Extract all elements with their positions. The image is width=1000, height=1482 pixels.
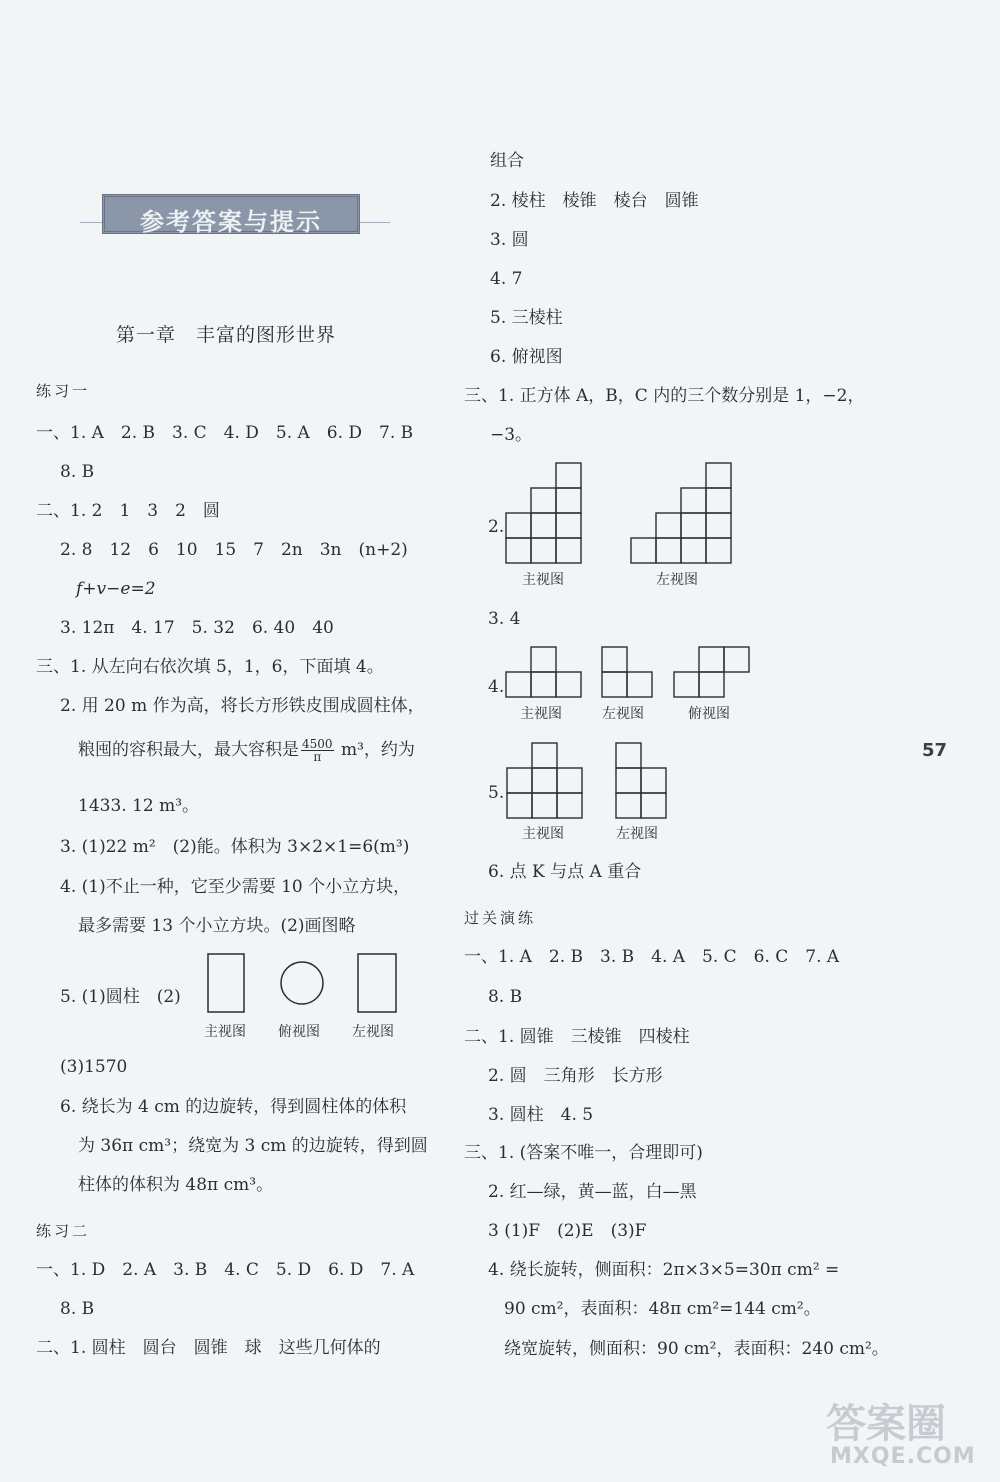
label-left-view: 左视图	[656, 572, 698, 588]
answer-line: f+v−e=2	[76, 579, 156, 599]
label-top-view: 俯视图	[278, 1024, 320, 1040]
answer-line: 2. 用 20 m 作为高，将长方形铁皮围成圆柱体，	[60, 696, 425, 716]
label-side-view: 左视图	[352, 1024, 394, 1040]
answer-line: 6. 点 K 与点 A 重合	[488, 862, 642, 882]
left-view-staircase	[631, 463, 731, 563]
answer-line: 2.	[488, 517, 505, 537]
side-view-rect	[358, 954, 396, 1012]
answer-line: 8. B	[488, 987, 523, 1007]
label-front-view: 主视图	[520, 706, 562, 722]
answer-line: 5.	[488, 783, 505, 803]
label-left-view: 左视图	[602, 706, 644, 722]
left-view-shape	[616, 743, 666, 818]
answer-line: 3. (1)22 m² (2)能。体积为 3×2×1=6(m³)	[60, 837, 410, 857]
front-view-rect	[208, 954, 244, 1012]
label-front-view: 主视图	[204, 1024, 246, 1040]
answer-text: m³，约为	[335, 740, 415, 760]
page-number: 57	[922, 740, 948, 761]
answer-line: 二、1. 2 1 3 2 圆	[36, 501, 220, 521]
answer-line: 一、1. A 2. B 3. B 4. A 5. C 6. C 7. A	[464, 947, 840, 967]
answer-line: 一、1. D 2. A 3. B 4. C 5. D 6. D 7. A	[36, 1260, 415, 1280]
answer-line: 3. 12π 4. 17 5. 32 6. 40 40	[60, 618, 334, 638]
answer-line: 1433. 12 m³。	[78, 796, 200, 816]
watermark-url: MXQE.COM	[830, 1444, 976, 1469]
fig-2-views	[506, 462, 766, 592]
front-view-staircase	[506, 463, 581, 563]
section-heading-review: 过关演练	[464, 909, 537, 927]
chapter-title: 第一章 丰富的图形世界	[116, 324, 337, 346]
answer-line: (3)1570	[60, 1057, 128, 1077]
label-top-view: 俯视图	[688, 706, 730, 722]
front-view-shape	[506, 647, 581, 697]
answer-line: 绕宽旋转，侧面积：90 cm²，表面积：240 cm²。	[504, 1339, 889, 1359]
answer-line: 2. 圆 三角形 长方形	[488, 1066, 663, 1086]
watermark-text: 答案圈	[826, 1401, 946, 1447]
answer-line: 8. B	[60, 1299, 95, 1319]
fig-4-views	[506, 646, 766, 726]
fraction-denominator: π	[313, 750, 322, 764]
answer-line: 6. 俯视图	[490, 347, 563, 367]
fraction-numerator: 4500	[302, 737, 333, 751]
section-heading-practice-1: 练习一	[36, 382, 91, 400]
answer-line: 3. 4	[488, 609, 521, 629]
section-heading-practice-2: 练习二	[36, 1222, 91, 1240]
answer-line: 二、1. 圆柱 圆台 圆锥 球 这些几何体的	[36, 1338, 381, 1358]
top-view-circle	[281, 962, 323, 1004]
left-view-shape	[602, 647, 652, 697]
banner-title: 参考答案与提示	[140, 208, 322, 236]
cylinder-three-views	[196, 944, 416, 1044]
answer-line: 二、1. 圆锥 三棱锥 四棱柱	[464, 1027, 690, 1047]
answer-banner	[102, 194, 360, 234]
answer-line: 3. 圆	[490, 230, 529, 250]
watermark-logo	[826, 1392, 996, 1476]
front-view-shape	[507, 743, 582, 818]
answer-line: 3. 圆柱 4. 5	[488, 1105, 594, 1125]
answer-line: 8. B	[60, 462, 95, 482]
answer-line: 柱体的体积为 48π cm³。	[78, 1175, 274, 1195]
answer-line: 为 36π cm³；绕宽为 3 cm 的边旋转，得到圆	[78, 1136, 428, 1156]
answer-line: 4. 绕长旋转，侧面积：2π×3×5=30π cm² =	[488, 1260, 840, 1280]
fraction	[301, 738, 334, 763]
answer-line: 5. 三棱柱	[490, 308, 563, 328]
fig-5-views	[506, 742, 706, 846]
answer-line-fraction	[78, 738, 415, 763]
answer-line: 三、1. 正方体 A，B，C 内的三个数分别是 1，−2，	[464, 386, 865, 406]
answer-line: 三、1. 从左向右依次填 5，1，6，下面填 4。	[36, 657, 384, 677]
answer-line: −3。	[490, 425, 533, 445]
answer-line: 组合	[490, 151, 524, 171]
answer-line: 2. 棱柱 棱锥 棱台 圆锥	[490, 191, 699, 211]
answer-line: 5. (1)圆柱 (2)	[60, 987, 181, 1007]
answer-line: 3 (1)F (2)E (3)F	[488, 1221, 647, 1241]
answer-text: 粮囤的容积最大，最大容积是	[78, 740, 299, 760]
answer-line: 2. 8 12 6 10 15 7 2n 3n (n+2)	[60, 540, 408, 560]
answer-line: 4.	[488, 677, 505, 697]
answer-line: 三、1. (答案不唯一，合理即可)	[464, 1143, 703, 1163]
answer-line: 4. (1)不止一种，它至少需要 10 个小立方块，	[60, 877, 411, 897]
answer-line: 2. 红—绿，黄—蓝，白—黑	[488, 1182, 697, 1202]
answer-line: 一、1. A 2. B 3. C 4. D 5. A 6. D 7. B	[36, 423, 414, 443]
answer-line: 90 cm²，表面积：48π cm²=144 cm²。	[504, 1299, 821, 1319]
top-view-shape	[674, 647, 749, 697]
answer-line: 6. 绕长为 4 cm 的边旋转，得到圆柱体的体积	[60, 1097, 407, 1117]
answer-line: 4. 7	[490, 269, 523, 289]
label-front-view: 主视图	[522, 572, 564, 588]
label-left-view: 左视图	[616, 826, 658, 842]
label-front-view: 主视图	[522, 826, 564, 842]
answer-line: 最多需要 13 个小立方块。(2)画图略	[78, 916, 356, 936]
